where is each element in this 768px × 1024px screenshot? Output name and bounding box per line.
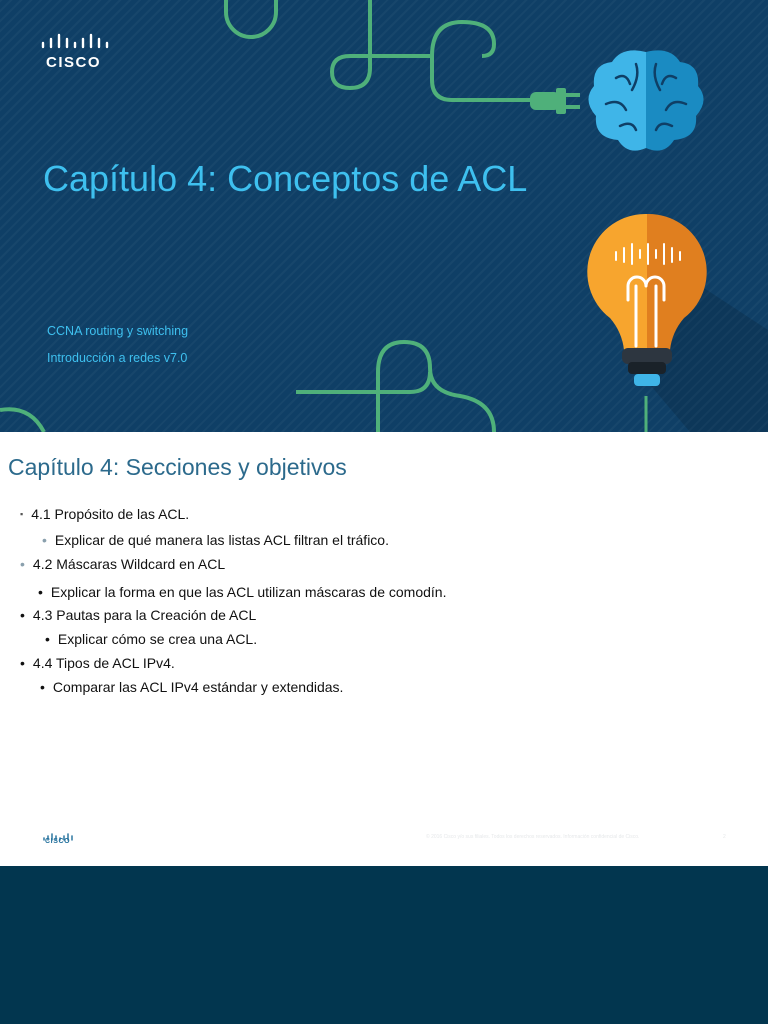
list-item-text: Comparar las ACL IPv4 estándar y extendidas. <box>52 679 344 695</box>
page-title: Capítulo 4: Conceptos de ACL <box>43 158 528 199</box>
list-item-text: Explicar de qué manera las listas ACL filtran el tráfico. <box>54 532 389 548</box>
bullet-icon: • <box>42 532 47 548</box>
plug-icon <box>530 88 580 114</box>
page-number: 2 <box>723 834 726 840</box>
list-item <box>42 532 389 548</box>
section-title: Capítulo 4: Secciones y objetivos <box>8 454 347 480</box>
list-item-text: Explicar la forma en que las ACL utilizan máscaras de comodín. <box>50 584 447 600</box>
list-item-text: 4.4 Tipos de ACL IPv4. <box>32 655 175 671</box>
footer-cisco-logo-text: CISCO <box>45 838 71 845</box>
objectives-slide <box>0 432 768 866</box>
title-slide <box>0 0 768 432</box>
footer-cisco-logo <box>42 829 76 849</box>
bullet-icon: • <box>38 584 43 600</box>
list-item-text: Explicar cómo se crea una ACL. <box>57 631 258 647</box>
course-version: Introducción a redes v7.0 <box>47 351 188 365</box>
cisco-logo <box>40 32 110 72</box>
cisco-logo-bars-icon <box>40 32 110 52</box>
list-item <box>20 655 175 671</box>
list-item <box>20 607 256 623</box>
bullet-icon: • <box>20 607 25 623</box>
bullet-icon: • <box>20 655 25 671</box>
bullet-icon: ▪ <box>20 509 24 519</box>
cisco-logo-text: CISCO <box>46 54 102 71</box>
list-item <box>40 679 343 695</box>
brain-icon <box>588 50 703 150</box>
list-item-text: 4.2 Máscaras Wildcard en ACL <box>32 556 226 572</box>
list-item <box>20 556 225 572</box>
list-item <box>20 506 189 522</box>
list-item-text: 4.3 Pautas para la Creación de ACL <box>32 607 257 623</box>
decorative-lines <box>0 0 768 432</box>
list-item <box>45 631 257 647</box>
list-item <box>38 584 446 600</box>
bullet-icon: • <box>20 556 25 572</box>
course-subtitle: CCNA routing y switching <box>47 324 189 338</box>
bullet-icon: • <box>45 631 50 647</box>
list-item-text: 4.1 Propósito de las ACL. <box>31 506 190 522</box>
bullet-icon: • <box>40 679 45 695</box>
footer-copyright: © 2016 Cisco y/o sus filiales. Todos los derechos reservados. Información confidencial de Cisco. <box>426 834 640 840</box>
